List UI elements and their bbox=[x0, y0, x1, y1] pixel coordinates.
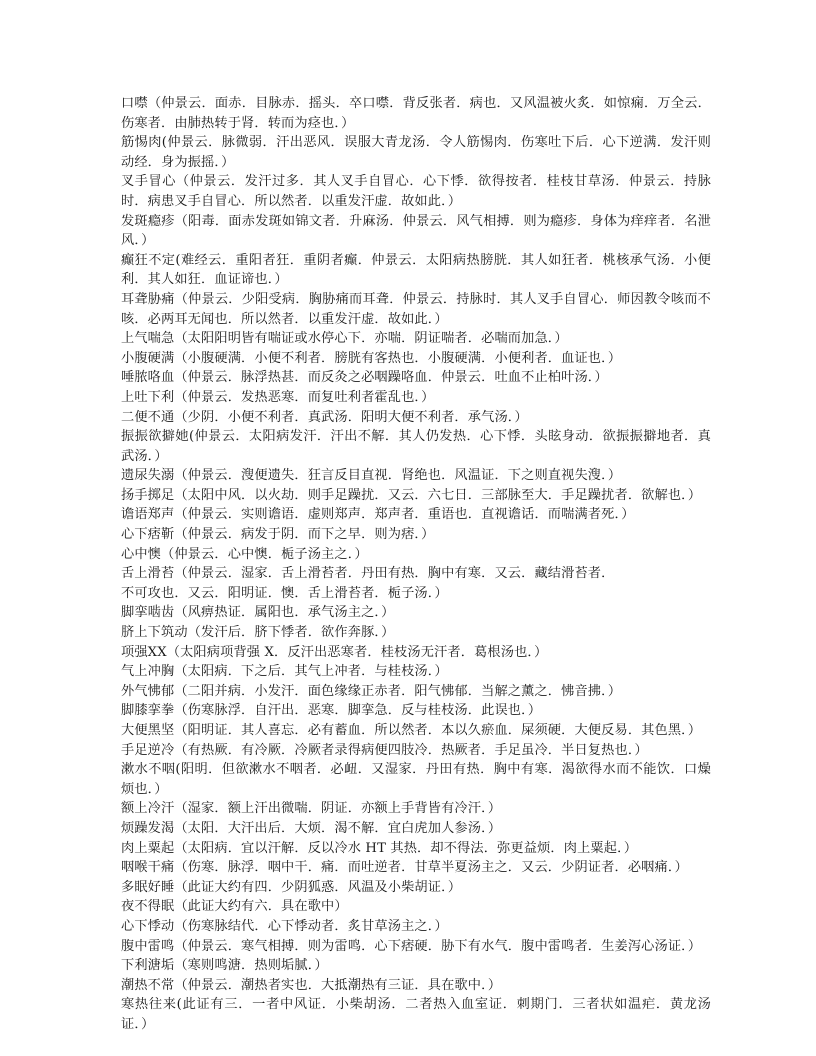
entry-hanrewanglai: 寒热往来(此证有三．一者中风证．小柴胡汤．二者热入血室证．刺期门．三者状如温疟．黄龙汤证．） bbox=[121, 997, 711, 1032]
entry-tuinongkexue: 唾脓咯血（仲景云．脉浮热甚．而反灸之必咽躁咯血．仲景云．吐血不止柏叶汤．） bbox=[121, 370, 608, 386]
entry-jiaoluanniechi: 脚挛啮齿（风痹热证．属阳也．承气汤主之．） bbox=[121, 605, 395, 621]
entry-xiaofuyingman: 小腹硬满（小腹硬满．小便不利者．膀胱有客热也．小腹硬满．小便利者．血证也．） bbox=[121, 350, 622, 366]
document-page bbox=[121, 94, 711, 1035]
entry-shushuibuyan: 漱水不咽(阳明．但欲漱水不咽者．必衄．又湿家．丹田有热．胸中有寒．渴欲得水而不能饮．口燥烦也．） bbox=[121, 762, 711, 797]
entry-xiangqiang: 项强XX（太阳病项背强 X．反汗出恶寒者．桂枝汤无汗者．葛根汤也．） bbox=[121, 644, 548, 660]
entry-chashoumaoxin: 叉手冒心（仲景云．发汗过多．其人叉手自冒心．心下悸．欲得按者．桂枝甘草汤．仲景云．持脉时．病患叉手自冒心．所以然者．以重发汗虚．故如此．） bbox=[121, 174, 711, 209]
entry-shouzunileng: 手足逆冷（有热厥．有冷厥．冷厥者录得病便四肢冷．热厥者．手足虽冷．半日复热也．） bbox=[121, 742, 648, 758]
entry-qishangchongxiong: 气上冲胸（太阳病．下之后．其气上冲者．与桂枝汤．） bbox=[121, 664, 448, 680]
entry-duomianhaoshui: 多眠好睡（此证大约有四．少阴狐惑．风温及小柴胡证．） bbox=[121, 879, 462, 895]
entry-xinxiajidong: 心下悸动（伤寒脉结代．心下悸动者．炙甘草汤主之．） bbox=[121, 918, 448, 934]
entry-zhanyuzhengsheng: 谵语郑声（仲景云．实则谵语．虚则郑声．郑声者．重语也．直视谵话．而喘满者死．） bbox=[121, 507, 635, 523]
entry-dabianheijian: 大便黑坚（阳明证．其人喜忘．必有蓄血．所以然者．本以久瘀血．屎须硬．大便反易．其色黑．） bbox=[121, 723, 702, 738]
entry-erbianbutong: 二便不通（少阴．小便不利者．真武汤．阳明大便不利者．承气汤．） bbox=[121, 409, 528, 425]
entry-xialitanggou: 下利溏垢（寒则鸣溏．热则垢腻．） bbox=[121, 958, 328, 974]
entry-zhenzhenyupi: 振振欲擗她(仲景云．太阳病发汗．汗出不解．其人仍发热．心下悸．头眩身动．欲振振擗地者．真武汤．） bbox=[121, 429, 711, 464]
entry-yangshouzhizu: 扬手掷足（太阳中风．以火劫．则手足躁扰．又云．六七日．三部脉至大．手足躁扰者．欲解也．） bbox=[121, 487, 702, 503]
entry-sheshanghuatai: 舌上滑苔（仲景云．湿家．舌上滑苔者．丹田有热．胸中有寒．又云．藏结滑苔者． bbox=[121, 566, 615, 582]
entry-erlongxietong: 耳聋胁痛（仲景云．少阳受病．胸胁痛而耳聋．仲景云．持脉时．其人叉手自冒心．师因教令咳而不咳．必两耳无闻也．所以然者．以重发汗虚．故如此．） bbox=[121, 291, 711, 327]
entry-jiaoxiluanquan: 脚膝挛拳（伤寒脉浮．自汗出．恶寒．脚挛急．反与桂枝汤．此误也．） bbox=[121, 703, 542, 719]
entry-sheshanghuatai-cont: 不可攻也．又云．阳明证．懊．舌上滑苔者．栀子汤．） bbox=[121, 585, 448, 601]
entry-fabanyinzhen: 发斑瘾疹（阳毒．面赤发斑如锦文者．升麻汤．仲景云．风气相搏．则为瘾疹．身体为痒痒者．名泄风．） bbox=[121, 213, 711, 249]
entry-fanzaofake: 烦躁发渴（太阳．大汗出后．大烦．渴不解．宜白虎加人参汤．） bbox=[121, 820, 502, 836]
entry-yanhougantong: 咽喉干痛（伤寒．脉浮．咽中干．痛．而吐逆者．甘草半夏汤主之．又云．少阴证者．必咽痛．） bbox=[121, 860, 688, 876]
entry-shangqichuanji: 上气喘急（太阳阳明皆有喘证或水停心下．亦喘．阴证喘者．必喘而加急．） bbox=[121, 331, 568, 347]
entry-yiniaoshini: 遗尿失溺（仲景云．溲便遗失．狂言反目直视．肾绝也．风温证．下之则直视失溲．） bbox=[121, 468, 622, 484]
entry-xinxiapijin: 心下痞靳（仲景云．病发于阴．而下之早．则为痞．） bbox=[121, 527, 435, 543]
entry-roushangsuqi: 肉上粟起（太阳病．宜以汗解．反以冷水 HT 其热．却不得法．弥更益烦．肉上粟起．） bbox=[121, 840, 638, 856]
entry-chaorebuchang: 潮热不常（仲景云．潮热者实也．大抵潮热有三证．具在歌中．） bbox=[121, 977, 502, 993]
entry-eshanglenghan: 额上冷汗（湿家．额上汗出微喘．阴证．亦额上手背皆有冷汗．） bbox=[121, 801, 502, 817]
entry-shangtuxiali: 上吐下利（仲景云．发热恶寒．而复吐利者霍乱也．） bbox=[121, 389, 435, 405]
entry-diankuangbuding: 癫狂不定(难经云．重阳者狂．重阴者癫．仲景云．太阳病热膀胱．其人如狂者．桃核承气汤．小便利．其人如狂．血证谛也．） bbox=[121, 252, 711, 288]
entry-qishangxiazhudong: 脐上下筑动（发汗后．脐下悸者．欲作奔豚．） bbox=[121, 625, 395, 641]
entry-kouji: 口噤（仲景云．面赤．目脉赤．摇头．卒口噤．背反张者．病也．又风温被火炙．如惊痫．万全云．伤寒者．由肺热转于肾．转而为痉也．） bbox=[121, 96, 711, 131]
entry-yebudemian: 夜不得眠（此证大约有六．具在歌中） bbox=[121, 899, 348, 915]
entry-fuzhongleiming: 腹中雷鸣（仲景云．寒气相搏．则为雷鸣．心下痞硬．胁下有水气．腹中雷鸣者．生姜泻心汤证．） bbox=[121, 938, 702, 954]
entry-waiqifuyu: 外气怫郁（二阳并病．小发汗．面色缘缘正赤者．阳气怫郁．当解之薰之．怫音拂．） bbox=[121, 683, 622, 699]
entry-xinzhongao: 心中懊（仲景云．心中懊．栀子汤主之．） bbox=[121, 546, 368, 562]
entry-jintirou: 筋惕肉(仲景云．脉微弱．汗出恶风．误服大青龙汤．令人筋惕肉．伤寒吐下后．心下逆满．发汗则动经．身为振摇．） bbox=[121, 135, 711, 170]
